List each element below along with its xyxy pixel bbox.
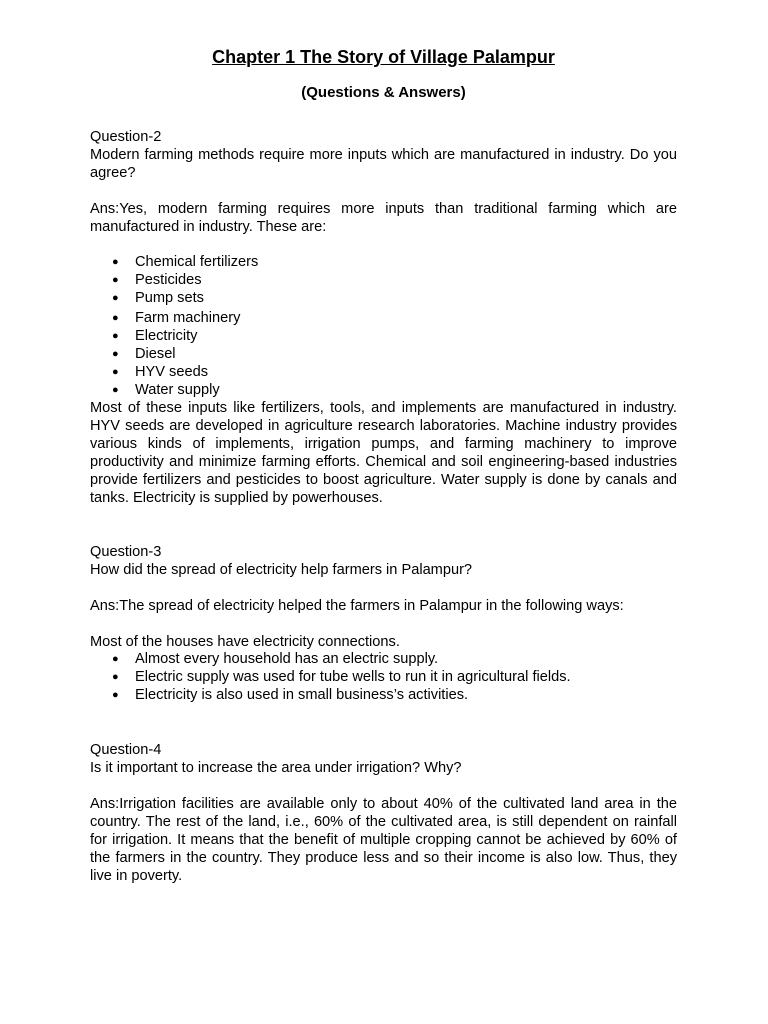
- question-2-section: [90, 128, 677, 507]
- list-item: ● HYV seeds: [90, 364, 677, 382]
- question-3-intro: Most of the houses have electricity connections.: [90, 634, 400, 651]
- question-4-section: [90, 741, 677, 885]
- list-item: ● Water supply: [90, 382, 677, 400]
- list-item: ● Electricity is also used in small business’s activities.: [90, 687, 677, 705]
- question-4-text: Is it important to increase the area under irrigation? Why?: [90, 759, 462, 776]
- question-4-label: Question-4: [90, 741, 162, 758]
- question-2-answer: Ans:Yes, modern farming requires more inputs than traditional farming which are manufactured in industry. These are:: [90, 201, 677, 235]
- page-title: Chapter 1 The Story of Village Palampur: [212, 47, 555, 67]
- question-3-section: [90, 543, 677, 704]
- list-item: ● Diesel: [90, 346, 677, 364]
- question-3-bullet-list: [90, 651, 677, 704]
- list-item: ● Farm machinery: [90, 310, 677, 328]
- question-3-answer: Ans:The spread of electricity helped the farmers in Palampur in the following ways:: [90, 598, 624, 615]
- question-2-bullet-list: [90, 254, 677, 399]
- question-2-label: Question-2: [90, 129, 162, 145]
- document-content: [90, 45, 677, 885]
- question-3-label: Question-3: [90, 544, 162, 561]
- page-subtitle: (Questions & Answers): [301, 84, 466, 101]
- list-item: ● Chemical fertilizers: [90, 254, 677, 272]
- question-3-text: How did the spread of electricity help farmers in Palampur?: [90, 562, 473, 579]
- list-item: ● Pump sets: [90, 290, 677, 308]
- question-2-paragraph: Most of these inputs like fertilizers, tools, and implements are manufactured in industry. HYV seeds are developed in agriculture research laboratories. Machine industry provides various kinds of implements, irrigation pumps, and farming machinery to improve productivity and minimize farming efforts. Chemical and soil engineering-based industries provide fertilizers and pesticides to boost agriculture. Water supply is done by canals and tanks. Electricity is supplied by powerhouses.: [90, 400, 677, 507]
- question-2-text: Modern farming methods require more inputs which are manufactured in industry. Do you agree?: [90, 147, 677, 181]
- list-item: ● Electric supply was used for tube wells to run it in agricultural fields.: [90, 669, 677, 687]
- list-item: ● Pesticides: [90, 272, 677, 290]
- question-4-answer: Ans:Irrigation facilities are available only to about 40% of the cultivated land area in the country. The rest of the land, i.e., 60% of the cultivated area, is still dependent on rainfall for irrigation. It means that the benefit of multiple cropping cannot be achieved by 60% of the farmers in the country. They produce less and so their income is also low. Thus, they live in poverty.: [90, 795, 677, 884]
- list-item: ● Almost every household has an electric supply.: [90, 651, 677, 669]
- list-item: ● Electricity: [90, 328, 677, 346]
